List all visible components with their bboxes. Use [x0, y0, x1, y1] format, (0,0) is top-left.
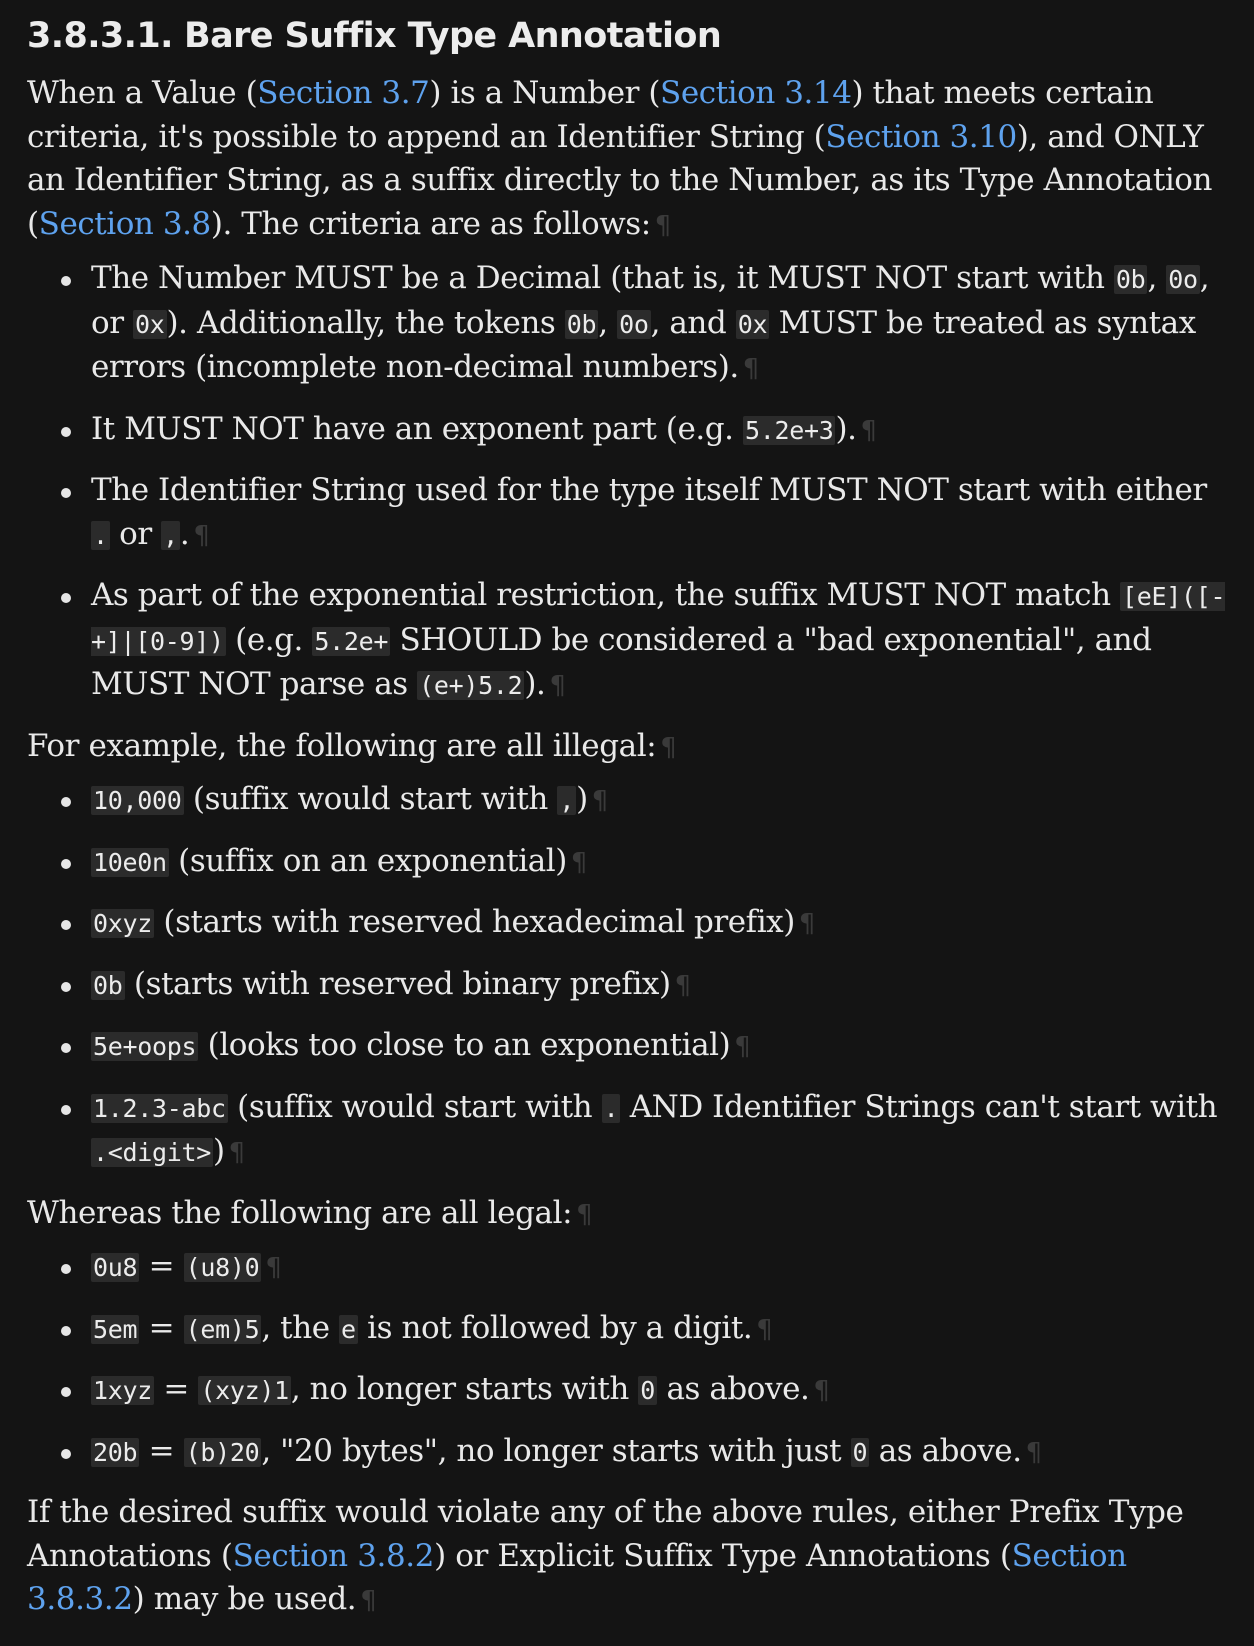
pilcrow-anchor[interactable]: ¶ [860, 415, 877, 446]
pilcrow-anchor[interactable]: ¶ [570, 847, 587, 878]
code: 0u8 [93, 1253, 138, 1282]
text: ). [524, 666, 546, 702]
text: (suffix on an exponential) [168, 842, 567, 879]
text: (suffix would start with [183, 781, 558, 817]
list-item [91, 1430, 1232, 1476]
code: 0x [737, 309, 768, 339]
text: Whereas the following are all legal: [27, 1194, 573, 1231]
code: e [341, 1314, 356, 1344]
code: . [603, 1093, 619, 1123]
text: (starts with reserved binary prefix) [124, 965, 671, 1002]
code: , [559, 786, 575, 815]
code: .<digit> [93, 1138, 212, 1167]
text: as above. [869, 1432, 1022, 1469]
list-item [91, 901, 1232, 947]
code: 5e+oops [93, 1032, 197, 1061]
pilcrow-anchor[interactable]: ¶ [660, 732, 677, 763]
section-title: Bare Suffix Type Annotation [184, 16, 722, 56]
pilcrow-anchor[interactable]: ¶ [193, 520, 210, 551]
legal-lead [27, 1192, 1232, 1238]
criteria-list [27, 257, 1232, 709]
intro-paragraph [27, 72, 1232, 248]
code: (em)5 [185, 1314, 260, 1344]
text: ). The criteria are as follows: [210, 205, 651, 242]
code: 0o [619, 309, 649, 339]
pilcrow-anchor[interactable]: ¶ [742, 354, 759, 384]
code: , [163, 520, 178, 550]
text: ) that meets certain criteria, it's possible to append an Identifier String ( [27, 75, 1154, 155]
pilcrow-anchor[interactable]: ¶ [265, 1253, 282, 1283]
code: 0xyz [93, 909, 153, 938]
code: (b)20 [185, 1437, 260, 1467]
code: (u8)0 [185, 1253, 260, 1282]
text: = [139, 1432, 184, 1469]
text: , [1147, 260, 1167, 296]
text: , [598, 304, 618, 341]
text: The Identifier String used for the type itself MUST NOT start with either [91, 472, 1207, 508]
pilcrow-anchor[interactable]: ¶ [798, 909, 815, 939]
code: (e+)5.2 [419, 671, 523, 700]
text: , or [91, 260, 1210, 341]
text: , and [650, 304, 736, 341]
section-number: 3.8.3.1. [27, 16, 173, 56]
closing-paragraph [27, 1491, 1232, 1624]
text: = [139, 1309, 184, 1346]
code: 1xyz [93, 1376, 153, 1405]
code: [eE]([-+]|[0-9]) [91, 582, 1226, 656]
code: (xyz)1 [200, 1376, 289, 1405]
list-item [91, 574, 1232, 709]
text: ), and ONLY an Identifier String, as a suffix directly to the Number, as its Type Annotation ( [27, 118, 1213, 242]
text: AND Identifier Strings can't start with [620, 1088, 1218, 1125]
pilcrow-anchor[interactable]: ¶ [756, 1314, 773, 1345]
pilcrow-anchor[interactable]: ¶ [576, 1199, 593, 1230]
text: (suffix would start with [227, 1088, 602, 1125]
legal-examples-list [27, 1245, 1232, 1475]
text: = [154, 1371, 199, 1407]
link-section-3-10[interactable]: Section 3.10 [825, 118, 1017, 155]
list-item [91, 469, 1232, 558]
list-item [91, 840, 1232, 886]
text: = [139, 1248, 184, 1284]
code: 0 [640, 1376, 656, 1405]
pilcrow-anchor[interactable]: ¶ [228, 1138, 245, 1168]
list-item [91, 257, 1232, 392]
text: ) or Explicit Suffix Type Annotations ( [434, 1537, 1012, 1574]
list-item [91, 1086, 1232, 1176]
section-heading [27, 0, 1232, 60]
text: SHOULD be considered a "bad exponential", and MUST NOT parse as [91, 621, 1152, 702]
text: ) is a Number ( [429, 75, 661, 111]
link-section-3-8[interactable]: Section 3.8 [38, 205, 211, 242]
list-item [91, 963, 1232, 1009]
illegal-examples-list [27, 778, 1232, 1176]
link-section-3-7[interactable]: Section 3.7 [257, 75, 430, 111]
text: is not followed by a digit. [357, 1309, 753, 1346]
text: , "20 bytes", no longer starts with just [261, 1432, 851, 1469]
illegal-lead [27, 725, 1232, 771]
code: 0o [1168, 265, 1198, 294]
pilcrow-anchor[interactable]: ¶ [549, 671, 566, 701]
code: 0b [93, 970, 123, 1000]
code: . [93, 520, 108, 550]
text: (e.g. [225, 621, 313, 658]
text: or [109, 515, 162, 552]
code: 20b [93, 1437, 138, 1467]
list-item [91, 408, 1232, 454]
text: As part of the exponential restriction, the suffix MUST NOT match [91, 577, 1121, 613]
text: ). [835, 410, 857, 447]
list-item [91, 1307, 1232, 1353]
code: 0x [135, 309, 165, 339]
pilcrow-anchor[interactable]: ¶ [734, 1032, 751, 1062]
list-item [91, 1245, 1232, 1291]
text: . [179, 515, 190, 552]
code: 5.2e+ [314, 626, 389, 656]
text: as above. [657, 1371, 810, 1407]
text: (starts with reserved hexadecimal prefix) [154, 904, 795, 940]
text: The Number MUST be a Decimal (that is, it MUST NOT start with [91, 260, 1114, 296]
text: , no longer starts with [290, 1371, 639, 1407]
text: ). Additionally, the tokens [166, 304, 565, 341]
list-item [91, 1024, 1232, 1070]
link-section-3-14[interactable]: Section 3.14 [660, 75, 852, 111]
text: , the [261, 1309, 340, 1346]
text: ) [576, 781, 588, 817]
text: When a Value ( [27, 75, 258, 111]
code: 0b [1115, 265, 1146, 294]
pilcrow-anchor[interactable]: ¶ [674, 970, 691, 1001]
link-section-3-8-3-2[interactable]: Section 3.8.3.2 [27, 1537, 1127, 1617]
list-item [91, 1368, 1232, 1414]
list-item [91, 778, 1232, 824]
text: ) may be used. [132, 1581, 357, 1617]
text: (looks too close to an exponential) [198, 1027, 731, 1063]
pilcrow-anchor[interactable]: ¶ [360, 1586, 377, 1616]
text: For example, the following are all illegal: [27, 727, 657, 764]
link-section-3-8-2[interactable]: Section 3.8.2 [232, 1537, 435, 1574]
code: 5em [93, 1314, 138, 1344]
code: 1.2.3-abc [93, 1093, 226, 1123]
pilcrow-anchor[interactable]: ¶ [813, 1376, 830, 1406]
text: MUST be treated as syntax errors (incomplete non-decimal numbers). [91, 304, 1196, 385]
code: 10e0n [93, 847, 167, 877]
text: It MUST NOT have an exponent part (e.g. [91, 410, 743, 447]
pilcrow-anchor[interactable]: ¶ [591, 786, 608, 816]
text: ) [213, 1133, 225, 1169]
code: 10,000 [93, 786, 182, 815]
code: 0b [566, 309, 597, 339]
code: 5.2e+3 [744, 415, 834, 445]
code: 0 [852, 1437, 868, 1467]
pilcrow-anchor[interactable]: ¶ [1025, 1437, 1042, 1468]
pilcrow-anchor[interactable]: ¶ [654, 210, 671, 241]
text: If the desired suffix would violate any of the above rules, either Prefix Type Annotations ( [27, 1494, 1184, 1574]
